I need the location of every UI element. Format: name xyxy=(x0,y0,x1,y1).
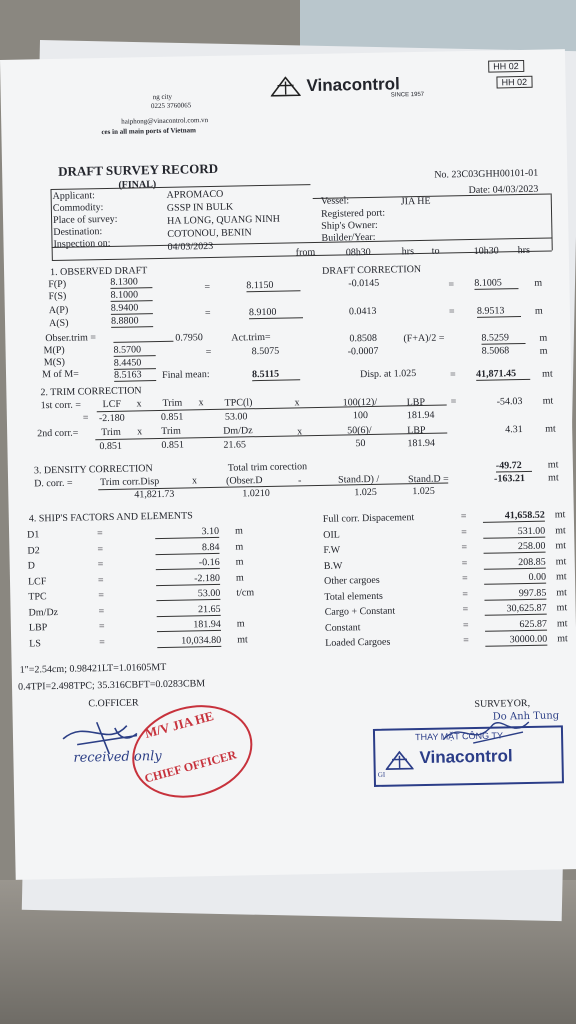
f-mean: 8.1150 xyxy=(246,279,300,292)
lcf-value: -2.180 xyxy=(98,412,125,425)
scales-icon xyxy=(270,76,300,97)
vessel-value: JIA HE xyxy=(400,195,431,208)
equals-sign: = xyxy=(98,621,105,633)
equals-sign: = xyxy=(97,559,104,571)
std-d-label: Stand.D) / xyxy=(338,473,380,486)
element-value: 0.00 xyxy=(484,572,546,585)
section-1-heading: 1. OBSERVED DRAFT xyxy=(49,265,148,279)
factor-value: 53.00 xyxy=(156,588,220,601)
corr-2-value: 4.31 xyxy=(505,424,523,436)
times-sign: x xyxy=(294,397,300,409)
fs-label: F(S) xyxy=(48,290,67,303)
address-line-1: ng city xyxy=(152,92,173,102)
doc-code-box-1: HH 02 xyxy=(488,60,524,73)
factor-unit: m xyxy=(234,525,243,537)
ms-value: 8.4450 xyxy=(114,357,156,370)
factor-value: 3.10 xyxy=(155,526,219,539)
builder-label: Builder/Year: xyxy=(321,231,376,244)
a-result: 8.9513 xyxy=(477,305,521,318)
trim-value-1: 0.851 xyxy=(160,411,184,423)
equals-sign: = xyxy=(461,557,468,569)
element-label: B.W xyxy=(323,560,343,572)
factor-unit: t/cm xyxy=(236,587,255,599)
place-label: Place of survey: xyxy=(52,213,118,227)
times-sign: x xyxy=(192,475,198,487)
factor-value: 181.94 xyxy=(157,619,221,632)
equals-sign: = xyxy=(98,605,105,617)
unit: m xyxy=(539,332,548,344)
factor-label: LCF xyxy=(27,575,47,588)
element-value: 41,658.52 xyxy=(483,510,545,523)
lbp-value-2: 181.94 xyxy=(407,437,436,450)
hrs-label-2: hrs xyxy=(517,244,531,257)
times-sign: x xyxy=(136,398,142,410)
company-stamp-code: GI xyxy=(377,770,386,779)
tpc-header: TPC(l) xyxy=(224,397,253,409)
element-value: 258.00 xyxy=(483,541,545,554)
times-sign: x xyxy=(198,397,204,409)
equals-sign: = xyxy=(461,573,468,585)
element-unit: mt xyxy=(555,555,567,567)
a-correction: 0.0413 xyxy=(348,305,377,318)
fa2-label: (F+A)/2 = xyxy=(403,332,445,345)
factor-value: 21.65 xyxy=(156,603,220,616)
value-100: 100 xyxy=(352,410,368,422)
factor-label: D2 xyxy=(27,544,40,557)
m-correction-1: 0.8508 xyxy=(349,332,378,345)
surveyor-name: Do Anh Tung xyxy=(492,710,560,723)
f-correction: -0.0145 xyxy=(348,277,380,290)
a-mean: 8.9100 xyxy=(249,306,303,319)
mp-label: M(P) xyxy=(43,344,65,357)
vinacontrol-logo xyxy=(270,76,300,100)
trim-value-2a: 0.851 xyxy=(99,440,123,453)
draft-survey-document: HH 02 HH 02 Vinacontrol SINCE 1957 ng city 0225 3760065 haiphong@vinacontrol.com.vn ces in all main ports of Vietnam DRAFT SURVEY RECORD (FINAL) No. 23C03GHH00101-01 Date: 04/03/2023 Applicant: APROMACO Commodity: GSSP IN BULK Place of survey: HA LONG, QUANG NINH Destination: COTONOU, BENIN Inspection on: 04/03/2023 Vessel: JIA HE Registered port: Ship's Owner: Builder/Year: from 08h30 hrs to 10h30 hrs 1. OBSERVED DRAFT DRAFT CORRECTION F(P) 8.1300 F(S) 8.1000 = 8.1150 -0.0145 = 8.1005 m A(P) 8.9400 A(S) 8.8800 = 8.9100 0.0413 = 8.9513 m Obser.trim = 0.7950 Act.trim= 0.8508 (F+A)/2 = 8.5259 m M(P) 8.5700 = 8.5075 -0.0007 8.5068 m M(S) 8.4450 M of M= 8.5163 Final mean: 8.5115 Disp. at 1.025 = 41,871.45 mt 2. TRIM CORRECTION 1st corr. = LCF x Trim x TPC(l) x 100(12)/ LBP = -54.03 mt = -2.180 0.851 53.00 100 181.94 2nd corr.= Trim x Trim Dm/Dz x 50(6)/ LBP 4.31 mt 0.851 0.851 21.65 50 181.94 3. DENSITY CORRECTION Total trim corection -49.72 mt D. corr. = Trim corr.Disp x (Obser.D - Stand.D) / Stand.D = -163.21 mt 41,821.73 1.0210 1.025 1.025 4. SHIP'S FACTORS AND ELEMENTS D1 = 3.10 m D2 = 8.84 m D = -0.16 m LCF = -2.180 m TPC = 53.00 t/cm Dm/Dz = 21.65 LBP = 181.94 m LS = 10,034.80 mt Full corr. Dispacement = 41,658.52 mt OIL = 531.00 mt F.W = 258.00 mt B.W = 208.85 mt Other cargoes = 0.00 mt Total elements = 997.85 mt Cargo + Constant = 30,625.87 mt Constant = 625.87 mt Loaded Cargoes = 30000.00 mt 1"=2.54cm; 0.98421LT=1.01605MT 0.4TPI=2.498TPC; 35.316CBFT=0.0283CBM C.OFFICER SURVEYOR, Do Anh Tung received only M/V JIA HE CHIEF OFFICER THAY MẶT CÔNG TY Vinacontrol GI xyxy=(0,49,576,880)
unit: m xyxy=(534,277,543,289)
draft-correction-heading: DRAFT CORRECTION xyxy=(322,263,422,277)
factor-label: LS xyxy=(29,637,41,650)
m-result-2: 8.5068 xyxy=(481,345,510,357)
times-sign: x xyxy=(297,426,303,438)
element-label: Constant xyxy=(324,621,361,634)
to-time: 10h30 xyxy=(473,245,499,257)
element-value: 531.00 xyxy=(483,525,545,538)
trim-corr-disp-value: 41,821.73 xyxy=(134,488,175,501)
scales-icon xyxy=(385,750,413,771)
equals-sign: = xyxy=(462,588,469,600)
equals-sign: = xyxy=(461,526,467,538)
factor-value: 8.84 xyxy=(155,541,219,554)
corr-1-value: -54.03 xyxy=(496,396,523,408)
obs-trim-label: Obser.trim = xyxy=(45,332,97,345)
equals-sign: = xyxy=(462,619,469,631)
brand-name: Vinacontrol xyxy=(306,74,400,96)
total-trim-label: Total trim corection xyxy=(227,461,308,474)
applicant-label: Applicant: xyxy=(52,190,95,203)
inspection-label: Inspection on: xyxy=(53,237,111,251)
factor-unit: m xyxy=(235,571,244,584)
section-3-heading: 3. DENSITY CORRECTION xyxy=(33,463,153,477)
f-result: 8.1005 xyxy=(474,277,518,290)
element-value: 30,625.87 xyxy=(485,603,547,616)
to-label: to xyxy=(431,245,440,257)
factor-unit: m xyxy=(235,540,244,553)
address-line-2: 0225 3760065 xyxy=(150,101,192,111)
conversion-line-2: 0.4TPI=2.498TPC; 35.316CBFT=0.0283CBM xyxy=(17,678,206,693)
ap-label: A(P) xyxy=(48,304,69,317)
final-mean-label: Final mean: xyxy=(161,369,210,381)
element-label: Total elements xyxy=(324,590,383,603)
factor-value: -0.16 xyxy=(156,557,220,570)
address-line-4: ces in all main ports of Vietnam xyxy=(101,126,196,137)
unit: mt xyxy=(542,368,553,380)
std-d-value-1: 1.025 xyxy=(354,486,377,499)
section-2-heading: 2. TRIM CORRECTION xyxy=(40,385,142,399)
company-stamp-caption: THAY MẶT CÔNG TY xyxy=(414,730,504,743)
factor-label: Dm/Dz xyxy=(28,606,59,619)
unit: mt xyxy=(545,423,556,435)
element-label: F.W xyxy=(323,544,341,556)
factor-value: -2.180 xyxy=(156,572,220,585)
section-4-heading: 4. SHIP'S FACTORS AND ELEMENTS xyxy=(28,510,193,525)
final-mean: 8.5115 xyxy=(252,368,300,381)
unit: mt xyxy=(547,459,559,471)
fp-value: 8.1300 xyxy=(110,276,152,289)
dmdz-value: 21.65 xyxy=(223,439,247,451)
element-unit: mt xyxy=(556,602,568,614)
element-value: 208.85 xyxy=(484,556,546,569)
element-unit: mt xyxy=(556,586,567,598)
doc-date: Date: 04/03/2023 xyxy=(468,183,539,197)
act-trim: 8.5075 xyxy=(251,345,280,358)
trim-corr-disp-label: Trim corr.Disp xyxy=(100,476,160,489)
element-label: Other cargoes xyxy=(323,574,380,587)
surveyor-label: SURVEYOR, xyxy=(474,697,531,711)
applicant-value: APROMACO xyxy=(166,188,224,201)
address-line-3: haiphong@vinacontrol.com.vn xyxy=(121,116,209,126)
total-trim-value: -49.72 xyxy=(496,460,532,473)
lcf-header: LCF xyxy=(102,398,122,411)
factor-label: D1 xyxy=(27,529,40,541)
company-stamp-brand: Vinacontrol xyxy=(419,746,513,768)
std-d-value-2: 1.025 xyxy=(412,485,435,498)
from-time: 08h30 xyxy=(345,246,371,259)
act-trim-label: Act.trim= xyxy=(231,331,271,344)
element-label: Full corr. Dispacement xyxy=(322,512,415,525)
conversion-line-1: 1"=2.54cm; 0.98421LT=1.01605MT xyxy=(19,661,167,676)
received-note: received only xyxy=(73,749,162,766)
round-stamp-bottom: CHIEF OFFICER xyxy=(142,747,238,786)
commodity-label: Commodity: xyxy=(52,202,104,215)
equals-sign: = xyxy=(460,511,467,523)
equals-sign: = xyxy=(97,528,103,540)
owner-label: Ship's Owner: xyxy=(321,219,378,232)
lbp-value-1: 181.94 xyxy=(406,409,435,422)
place-value: HA LONG, QUANG NINH xyxy=(167,213,280,227)
factor-label: TPC xyxy=(28,591,47,603)
trim-header: Trim xyxy=(162,397,183,409)
factor-unit: m xyxy=(235,556,244,568)
commodity-value: GSSP IN BULK xyxy=(166,201,234,214)
equals-sign: = xyxy=(98,590,105,602)
brand-since: SINCE 1957 xyxy=(390,91,425,99)
unit: mt xyxy=(542,395,554,407)
element-unit: mt xyxy=(555,540,567,552)
equals-sign: = xyxy=(450,396,457,408)
doc-code-box-2: HH 02 xyxy=(496,76,532,89)
fs-value: 8.1000 xyxy=(110,289,152,302)
page-subtitle: (FINAL) xyxy=(118,179,157,191)
corr-1-label: 1st corr. = xyxy=(40,399,82,412)
element-unit: mt xyxy=(554,509,566,521)
hrs-label-1: hrs xyxy=(401,246,415,258)
as-label: A(S) xyxy=(48,317,69,330)
from-label: from xyxy=(295,246,316,259)
factor-label: LBP xyxy=(28,622,48,634)
destination-label: Destination: xyxy=(53,226,103,239)
equals-sign: = xyxy=(97,574,104,586)
as-value: 8.8800 xyxy=(111,315,153,328)
equals-sign: = xyxy=(99,636,105,648)
obs-d-label: (Obser.D xyxy=(226,475,263,487)
factor-50: 50(6)/ xyxy=(347,424,372,437)
doc-number: No. 23C03GHH00101-01 xyxy=(434,167,539,181)
factor-value: 10,034.80 xyxy=(157,634,221,647)
value-50: 50 xyxy=(355,438,366,450)
unit: m xyxy=(534,305,543,317)
dmdz-header: Dm/Dz xyxy=(223,425,253,437)
obs-trim: 0.7950 xyxy=(175,332,203,344)
factor-100: 100(12)/ xyxy=(342,396,378,409)
element-value: 30000.00 xyxy=(485,634,547,647)
officer-label: C.OFFICER xyxy=(88,697,139,710)
mofm-label: M of M= xyxy=(41,368,79,381)
ms-label: M(S) xyxy=(43,356,66,369)
corr-2-label: 2nd corr.= xyxy=(37,427,79,440)
displacement-value: 41,871.45 xyxy=(476,368,530,381)
mp-value: 8.5700 xyxy=(113,344,155,357)
unit: m xyxy=(539,345,548,357)
dcorr-label: D. corr. = xyxy=(34,477,73,490)
element-value: 997.85 xyxy=(484,587,546,600)
equals-sign: = xyxy=(462,604,469,616)
equals-sign: = xyxy=(463,635,469,647)
dcorr-value: -163.21 xyxy=(494,472,526,485)
ap-value: 8.9400 xyxy=(111,302,153,315)
element-label: Loaded Cargoes xyxy=(325,636,391,649)
trim-header: Trim xyxy=(161,425,181,437)
lbp-header: LBP xyxy=(406,396,426,409)
tpc-value: 53.00 xyxy=(224,411,248,423)
lbp-header: LBP xyxy=(407,424,426,437)
element-unit: mt xyxy=(555,524,566,536)
destination-value: COTONOU, BENIN xyxy=(167,227,252,240)
obs-d-value: 1.0210 xyxy=(242,487,270,500)
element-label: OIL xyxy=(323,529,340,541)
trim-header: Trim xyxy=(101,426,121,439)
factor-label: D xyxy=(27,560,36,572)
surveyor-signature xyxy=(433,708,544,760)
equals-sign: = xyxy=(461,542,468,554)
element-label: Cargo + Constant xyxy=(324,605,396,618)
factor-unit: mt xyxy=(237,633,248,646)
reg-port-label: Registered port: xyxy=(320,207,386,220)
equals-sign: = xyxy=(97,543,104,555)
fa2-value: 8.5259 xyxy=(481,332,525,345)
element-unit: mt xyxy=(555,571,567,583)
element-unit: mt xyxy=(556,617,568,629)
m-correction-2: -0.0007 xyxy=(347,345,379,358)
mofm-value: 8.5163 xyxy=(114,369,156,382)
fp-label: F(P) xyxy=(48,278,67,291)
std-d-eq: Stand.D = xyxy=(408,473,449,486)
factor-unit: m xyxy=(236,618,245,630)
round-stamp-top: M/V JIA HE xyxy=(143,708,216,741)
page-title: DRAFT SURVEY RECORD xyxy=(58,160,219,179)
trim-value-2b: 0.851 xyxy=(161,439,185,451)
inspection-value: 04/03/2023 xyxy=(167,240,214,253)
vessel-label: Vessel: xyxy=(320,195,350,207)
element-value: 625.87 xyxy=(485,618,547,631)
element-unit: mt xyxy=(557,633,568,645)
disp-label: Disp. at 1.025 xyxy=(360,368,417,381)
unit: mt xyxy=(548,472,559,484)
times-sign: x xyxy=(137,426,143,438)
